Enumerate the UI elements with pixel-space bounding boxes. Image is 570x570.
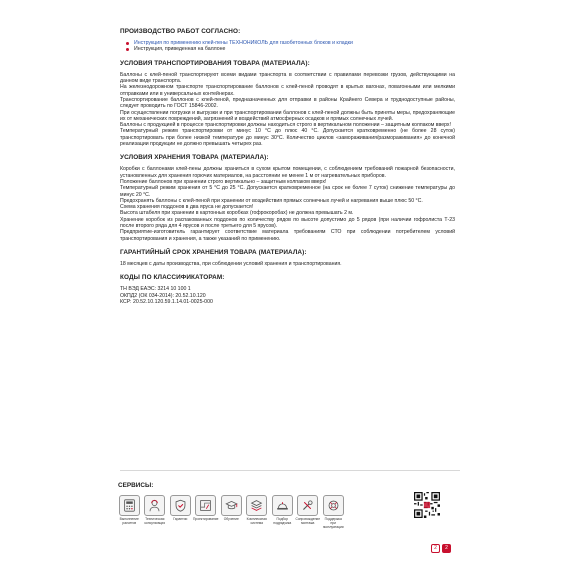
storage-paragraph: Хранение коробок из распакованных поддонов по количеству рядов по высоте допустимо до 5 рядов (при наличии гофролиста Т-23 после второго ряда для 4 ярусов и после третьего для 5 ярусов). [120, 216, 455, 230]
transport-section [120, 60, 455, 148]
instruction-link[interactable]: Инструкция по применению клей-пены ТЕХНОНИКОЛЬ для газобетонных блоков и кладки [134, 40, 353, 46]
production-section [120, 28, 455, 53]
storage-paragraph: Предприятие-изготовитель гарантирует соответствие материала требованиям СТО при соблюдении потребителем условий транспортирования и хранения, а также указаний по применению. [120, 229, 455, 242]
service-support[interactable] [322, 495, 345, 530]
bullet-icon [126, 42, 129, 45]
transport-paragraph: Транспортирование баллонов с клей-пеной, предназначенных для отправки в районы Крайнего Севера и труднодоступные районы, следует проводить по ГОСТ 15846-2002. [120, 97, 455, 110]
shield-check-icon [170, 495, 191, 516]
production-title: ПРОИЗВОДСТВО РАБОТ СОГЛАСНО: [120, 28, 241, 35]
footer-divider [120, 470, 460, 471]
transport-paragraph: На железнодорожном транспорте транспортирование баллонов с клей-пеной проводят в крытых вагонах, повагонными или мелкими отправками или в универсальных контейнерах. [120, 84, 455, 97]
warranty-text: 18 месяцев с даты производства, при соблюдении условий хранения и транспортирования. [120, 260, 342, 267]
transport-title: УСЛОВИЯ ТРАНСПОРТИРОВАНИЯ ТОВАРА (МАТЕРИАЛА): [120, 59, 310, 67]
graduation-cap-icon [221, 495, 242, 516]
calculator-icon [119, 495, 140, 516]
storage-paragraph: Высота штабеля при хранении в картонных коробках (гофрокоробах) не должна превышать 2 м. [120, 210, 354, 217]
service-complex-system[interactable] [246, 495, 269, 526]
transport-paragraph: При осуществлении погрузки и выгрузки и при транспортировании баллонов с клей-пеной должны быть приняты меры, предохраняющие их от механических повреждений, загрязнений и воздействий атмосферных осадков и прямых солнечных лучей. [120, 109, 455, 122]
storage-paragraph: Коробки с баллонами клей-пены должны храниться в сухом крытом помещении, с соблюдением требований пожарной безопасности, установленных для хранения горючих материалов, на расстоянии не менее 1 м от нагревательных приборов. [120, 166, 455, 179]
services-row [118, 495, 463, 530]
hardhat-icon [272, 495, 293, 516]
qr-code-icon[interactable] [414, 492, 440, 518]
service-warranty[interactable] [169, 495, 192, 522]
transport-paragraph: Баллоны с продукцией в процессе транспортировки должны находиться строго в вертикальном положении – защитным колпаком вверх! [120, 122, 451, 129]
service-consultation[interactable] [144, 495, 167, 526]
storage-paragraph: Предохранять баллоны с клей-пеной при хранении от воздействия прямых солнечных лучей и нагревания выше плюс 50 °С. [120, 197, 423, 204]
code-line: КСР: 20.52.10.120.59.1.14.01-0025-000 [120, 298, 213, 305]
service-training[interactable] [220, 495, 243, 522]
production-item-text: Инструкция, приведенная на баллоне [134, 46, 226, 53]
service-label: Обучение [223, 517, 239, 521]
services-panel [118, 482, 463, 530]
service-calculations[interactable] [118, 495, 141, 526]
document-body [120, 28, 455, 312]
transport-paragraph: Баллоны с клей-пеной транспортируют всеми видами транспорта в соответствии с правилами перевозки грузов, действующими на данном виде транспорта. [120, 71, 455, 85]
storage-paragraph: Положение баллонов при хранении строго вертикально – защитным колпаком вверх! [120, 178, 327, 185]
code-line: ОКПД2 (ОК 034-2014): 20.52.10.120 [120, 292, 206, 299]
layers-icon [246, 495, 267, 516]
pagination [431, 544, 451, 553]
bullet-icon [126, 48, 129, 51]
codes-section [120, 274, 455, 305]
storage-title: УСЛОВИЯ ХРАНЕНИЯ ТОВАРА (МАТЕРИАЛА): [120, 154, 269, 162]
service-label: Комплексная система [246, 517, 267, 525]
service-label: Техническая консультация [144, 517, 166, 525]
services-title: СЕРВИСЫ: [118, 482, 154, 489]
production-item [126, 46, 455, 52]
storage-section [120, 154, 455, 242]
service-label: Поддержка при эксплуатации [322, 517, 344, 529]
service-label: Подбор подрядчика [273, 517, 292, 525]
service-installation[interactable] [297, 495, 320, 526]
page-current: 2 [442, 544, 451, 553]
transport-paragraph: Температурный режим транспортировки от минус 10 °С до плюс 40 °С. Допускается кратковременно (не более 28 суток) транспортировать при более низкой температуре до минус 30°С. Количество циклов «замораживания/размораживания» до конечной реализации продукции не должно превышать четырех раз. [120, 128, 455, 148]
page-prev-button[interactable]: 2 [431, 544, 440, 553]
tools-icon [297, 495, 318, 516]
service-label: Гарантии [173, 517, 188, 521]
storage-paragraph: Температурный режим хранения от 5 °С до 25 °С. Допускается кратковременное (на срок не более 7 суток) снижение температуры до минус 20 °С. [120, 185, 455, 198]
storage-paragraph: Схема хранения поддонов в два яруса не допускается! [120, 204, 254, 211]
code-line: ТН ВЭД ЕАЭС: 3214 10 100 1 [120, 286, 191, 293]
consultant-icon [144, 495, 165, 516]
warranty-section [120, 249, 455, 267]
support-icon [323, 495, 344, 516]
warranty-title: ГАРАНТИЙНЫЙ СРОК ХРАНЕНИЯ ТОВАРА (МАТЕРИАЛА): [120, 248, 307, 256]
service-contractor[interactable] [271, 495, 294, 526]
service-design[interactable] [195, 495, 218, 522]
service-label: Проектирование [193, 517, 219, 521]
service-label: Сопровождение монтажа [295, 517, 321, 525]
codes-title: КОДЫ ПО КЛАССИФИКАТОРАМ: [120, 274, 225, 282]
blueprint-icon [195, 495, 216, 516]
service-label: Выполнение расчетов [119, 517, 139, 525]
